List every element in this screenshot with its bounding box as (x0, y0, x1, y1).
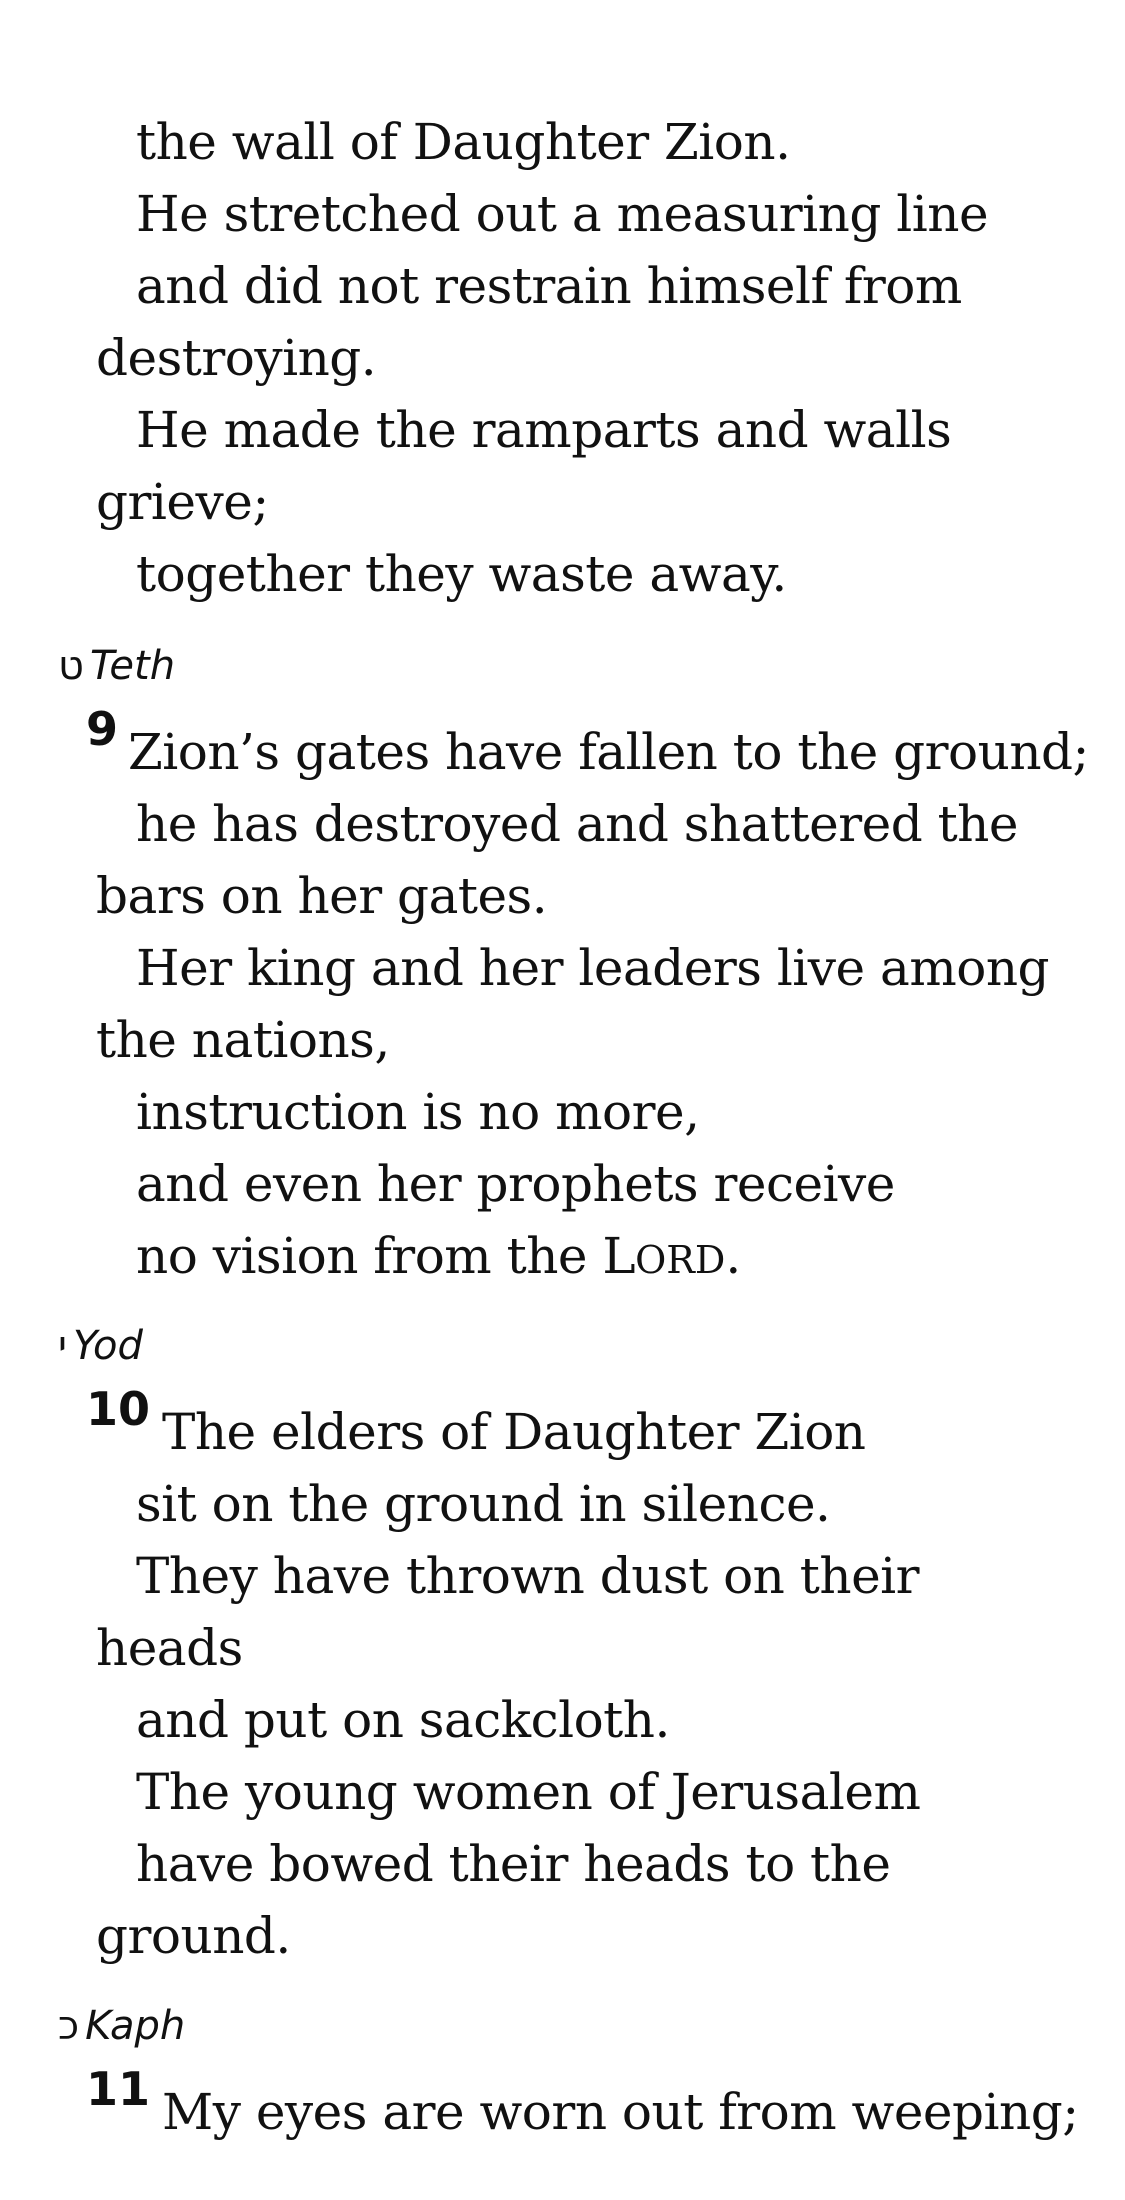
verse-line: and did not restrain himself from (136, 257, 962, 315)
section-heading-teth (58, 638, 175, 694)
verse-line: bars on her gates. (96, 867, 548, 925)
hebrew-letter: ט (58, 643, 84, 689)
verse-line (136, 1220, 741, 1296)
verse-line: together they waste away. (136, 545, 787, 603)
lord-smallcaps: ORD (635, 1238, 726, 1282)
verse-number: 11 (86, 2062, 151, 2116)
section-heading-kaph (58, 1998, 185, 2054)
section-heading-label: Teth (89, 643, 176, 689)
hebrew-letter: כ (58, 2003, 80, 2049)
verse-line: heads (96, 1619, 243, 1677)
verse-line: He made the ramparts and walls (136, 401, 952, 459)
verse-text: . (725, 1227, 741, 1285)
verse-text: no vision from the L (136, 1227, 636, 1285)
verse-line: and put on sackcloth. (136, 1691, 670, 1749)
section-heading-label: Kaph (85, 2003, 186, 2049)
verse-line: The young women of Jerusalem (136, 1763, 921, 1821)
verse-line: he has destroyed and shattered the (136, 795, 1018, 853)
verse-line: They have thrown dust on their (136, 1547, 920, 1605)
verse-number: 9 (86, 702, 119, 756)
section-heading-label: Yod (72, 1323, 143, 1369)
verse-line: destroying. (96, 329, 377, 387)
verse-line: grieve; (96, 473, 269, 531)
verse-line: The elders of Daughter Zion (162, 1403, 866, 1461)
verse-line: the wall of Daughter Zion. (136, 113, 791, 171)
verse-line: Zion’s gates have fallen to the ground; (128, 723, 1089, 781)
verse-line: instruction is no more, (136, 1083, 700, 1141)
verse-line: My eyes are worn out from weeping; (162, 2083, 1079, 2141)
verse-line: have bowed their heads to the (136, 1835, 891, 1893)
section-heading-yod (58, 1318, 143, 1374)
verse-line: and even her prophets receive (136, 1155, 895, 1213)
verse-line: the nations, (96, 1011, 390, 1069)
hebrew-letter: י (58, 1323, 67, 1369)
verse-line: ground. (96, 1907, 291, 1965)
verse-line: Her king and her leaders live among (136, 939, 1050, 997)
verse-line: sit on the ground in silence. (136, 1475, 831, 1533)
verse-number: 10 (86, 1382, 151, 1436)
verse-line: He stretched out a measuring line (136, 185, 989, 243)
